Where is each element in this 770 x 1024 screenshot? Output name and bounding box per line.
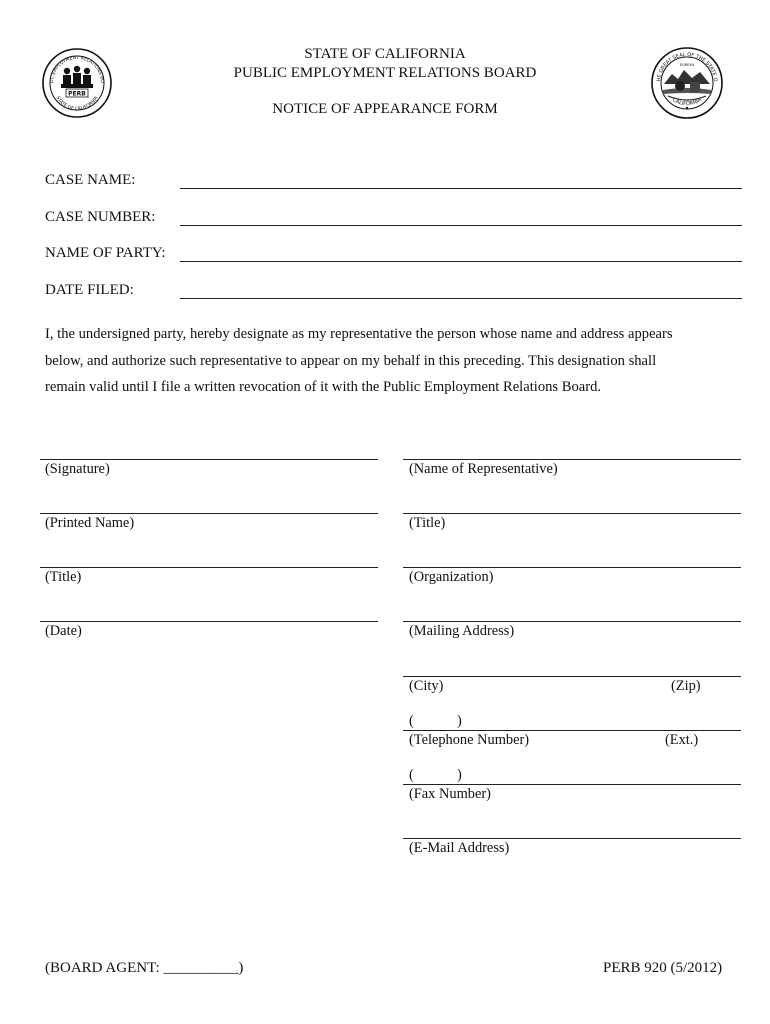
mailing-address-label: (Mailing Address) xyxy=(409,623,515,639)
right-seal-motto-text: EUREKA xyxy=(679,63,695,67)
date-label: (Date) xyxy=(45,623,82,639)
zip-label: (Zip) xyxy=(671,678,701,694)
date-filed-line[interactable] xyxy=(180,298,742,299)
case-name-line[interactable] xyxy=(180,188,742,189)
state-heading: STATE OF CALIFORNIA xyxy=(304,46,466,62)
telephone-area-code-parens: ( ) xyxy=(409,713,462,729)
case-number-line[interactable] xyxy=(180,225,742,226)
designation-statement xyxy=(45,321,735,401)
fax-line[interactable] xyxy=(403,784,741,785)
board-heading: PUBLIC EMPLOYMENT RELATIONS BOARD xyxy=(233,65,537,81)
mailing-address-line[interactable] xyxy=(403,621,741,622)
left-seal-bottom-text: STATE OF CALIFORNIA xyxy=(54,95,100,113)
printed-name-line[interactable] xyxy=(40,513,378,514)
printed-name-label: (Printed Name) xyxy=(45,515,135,531)
fax-area-code-parens: ( ) xyxy=(409,767,462,783)
extension-label: (Ext.) xyxy=(665,732,699,748)
date-line[interactable] xyxy=(40,621,378,622)
organization-line[interactable] xyxy=(403,567,741,568)
email-label: (E-Mail Address) xyxy=(409,840,510,856)
name-of-party-label: NAME OF PARTY: xyxy=(45,245,166,261)
city-label: (City) xyxy=(409,678,444,694)
representative-title-line[interactable] xyxy=(403,513,741,514)
telephone-line[interactable] xyxy=(403,730,741,731)
name-of-party-line[interactable] xyxy=(180,261,742,262)
case-number-label: CASE NUMBER: xyxy=(45,209,156,225)
statement-line-2: below, and authorize such representative to appear on my behalf in this preceding. This designation shall xyxy=(45,352,657,369)
signature-line[interactable] xyxy=(40,459,378,460)
telephone-number-label: (Telephone Number) xyxy=(409,732,530,748)
form-title: NOTICE OF APPEARANCE FORM xyxy=(272,101,498,117)
case-name-label: CASE NAME: xyxy=(45,172,136,188)
fax-number-label: (Fax Number) xyxy=(409,786,491,802)
organization-label: (Organization) xyxy=(409,569,494,585)
statement-line-3: remain valid until I file a written revocation of it with the Public Employment Relations Board. xyxy=(45,379,602,395)
left-seal-top-text: LIC EMPLOYMENT RELATIONS BO xyxy=(49,55,105,84)
signature-label: (Signature) xyxy=(45,461,110,477)
board-agent-field: (BOARD AGENT: __________) xyxy=(45,960,244,976)
party-title-line[interactable] xyxy=(40,567,378,568)
right-seal-top-text: HE GREAT SEAL OF THE STATE O xyxy=(656,51,719,82)
form-number: PERB 920 (5/2012) xyxy=(603,960,723,976)
email-line[interactable] xyxy=(403,838,741,839)
statement-line-1: I, the undersigned party, hereby designate as my representative the person whose name and address appears xyxy=(45,326,673,342)
date-filed-label: DATE FILED: xyxy=(45,282,134,298)
representative-name-label: (Name of Representative) xyxy=(409,461,558,477)
party-title-label: (Title) xyxy=(45,569,82,585)
right-seal-bottom-text: CALIFORNIA xyxy=(671,96,703,108)
representative-title-label: (Title) xyxy=(409,515,446,531)
representative-name-line[interactable] xyxy=(403,459,741,460)
left-seal-perb-text: PERB xyxy=(68,90,86,98)
city-zip-line[interactable] xyxy=(403,676,741,677)
